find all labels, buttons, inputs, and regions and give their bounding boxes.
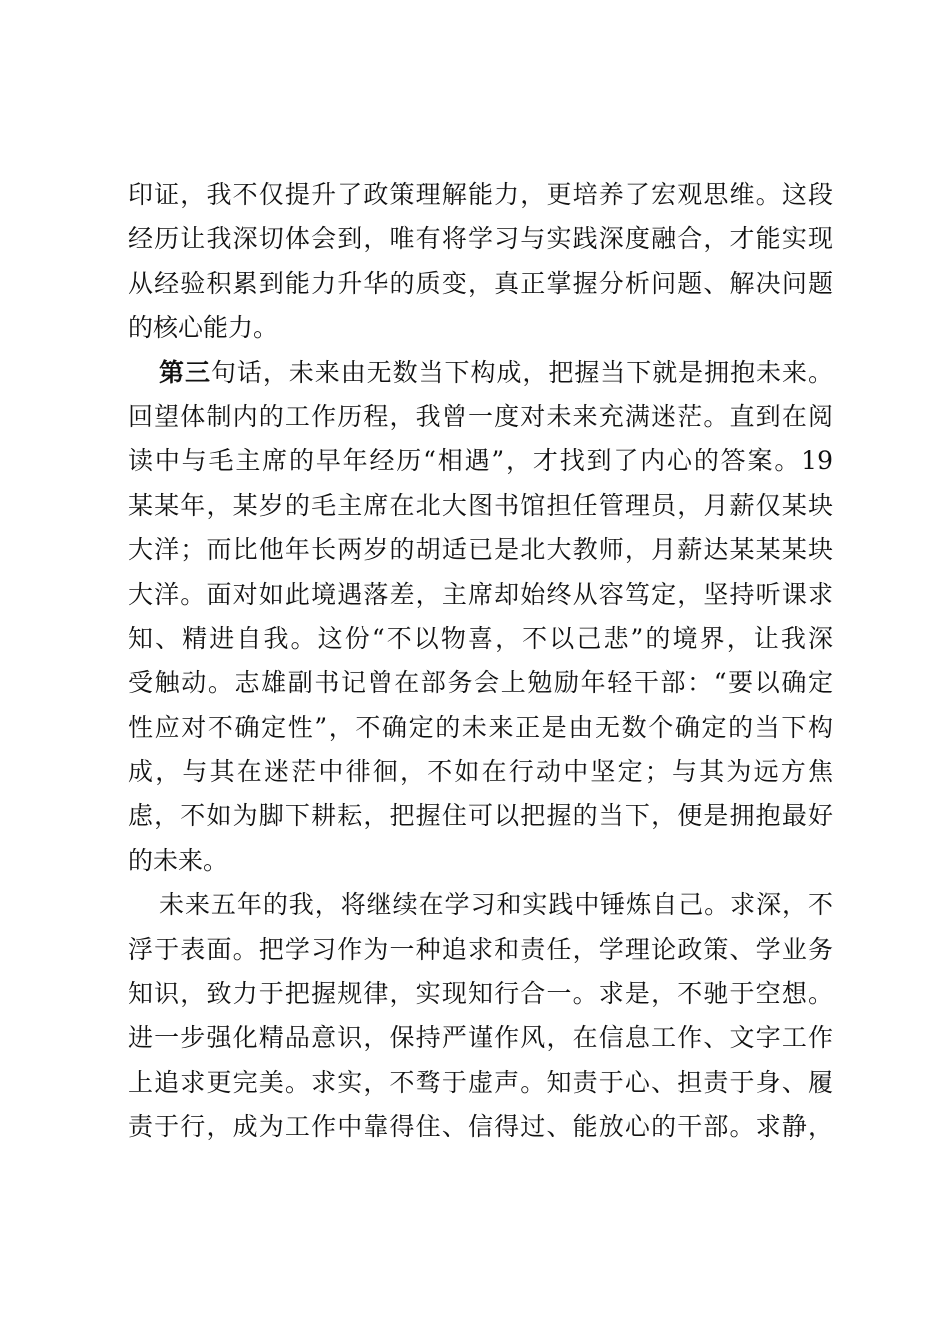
text-line: 未来五年的我，将继续在学习和实践中锤炼自己。求深，不 xyxy=(159,890,833,920)
text-line: 上追求更完美。求实，不骛于虚声。知责于心、担责于身、履 xyxy=(128,1067,833,1097)
text-line: 经历让我深切体会到，唯有将学习与实践深度融合，才能实现 xyxy=(128,224,833,254)
text-line: 印证，我不仅提升了政策理解能力，更培养了宏观思维。这段 xyxy=(128,180,833,209)
text-line: 的未来。 xyxy=(128,845,229,875)
document-body xyxy=(128,173,833,1150)
paragraph-1 xyxy=(128,173,833,351)
text-span: 句话，未来由无数当下构成，把握当下就是拥抱未来。 xyxy=(210,357,833,387)
text-line: 虑，不如为脚下耕耘，把握住可以把握的当下，便是拥抱最好 xyxy=(128,801,833,831)
text-line: 浮于表面。把学习作为一种追求和责任，学理论政策、学业务 xyxy=(128,934,833,964)
text-line: 回望体制内的工作历程，我曾一度对未来充满迷茫。直到在阅 xyxy=(128,401,833,431)
text-line: 大洋。面对如此境遇落差，主席却始终从容笃定，坚持听课求 xyxy=(128,579,833,609)
text-line: 从经验积累到能力升华的质变，真正掌握分析问题、解决问题 xyxy=(128,268,833,298)
text-line: 性应对不确定性”，不确定的未来正是由无数个确定的当下构 xyxy=(128,712,833,742)
text-line: 某某年，某岁的毛主席在北大图书馆担任管理员，月薪仅某块 xyxy=(128,490,833,520)
text-line: 的核心能力。 xyxy=(128,313,279,343)
text-line: 进一步强化精品意识，保持严谨作风，在信息工作、文字工作 xyxy=(128,1023,833,1053)
text-line: 责于行，成为工作中靠得住、信得过、能放心的干部。求静， xyxy=(128,1112,833,1142)
paragraph-3 xyxy=(128,883,833,1149)
paragraph-2 xyxy=(128,351,833,884)
text-line: 成，与其在迷茫中徘徊，不如在行动中坚定；与其为远方焦 xyxy=(128,757,833,787)
text-line: 大洋；而比他年长两岁的胡适已是北大教师，月薪达某某某块 xyxy=(128,535,833,565)
paragraph-2-first-line xyxy=(128,351,833,395)
text-line: 读中与毛主席的早年经历“相遇”，才找到了内心的答案。19 xyxy=(128,446,833,476)
text-line: 知识，致力于把握规律，实现知行合一。求是，不驰于空想。 xyxy=(128,979,833,1009)
text-line: 受触动。志雄副书记曾在部务会上勉励年轻干部：“要以确定 xyxy=(128,668,833,698)
text-line: 知、精进自我。这份“不以物喜，不以己悲”的境界，让我深 xyxy=(128,623,833,653)
section-heading: 第三 xyxy=(159,357,211,387)
